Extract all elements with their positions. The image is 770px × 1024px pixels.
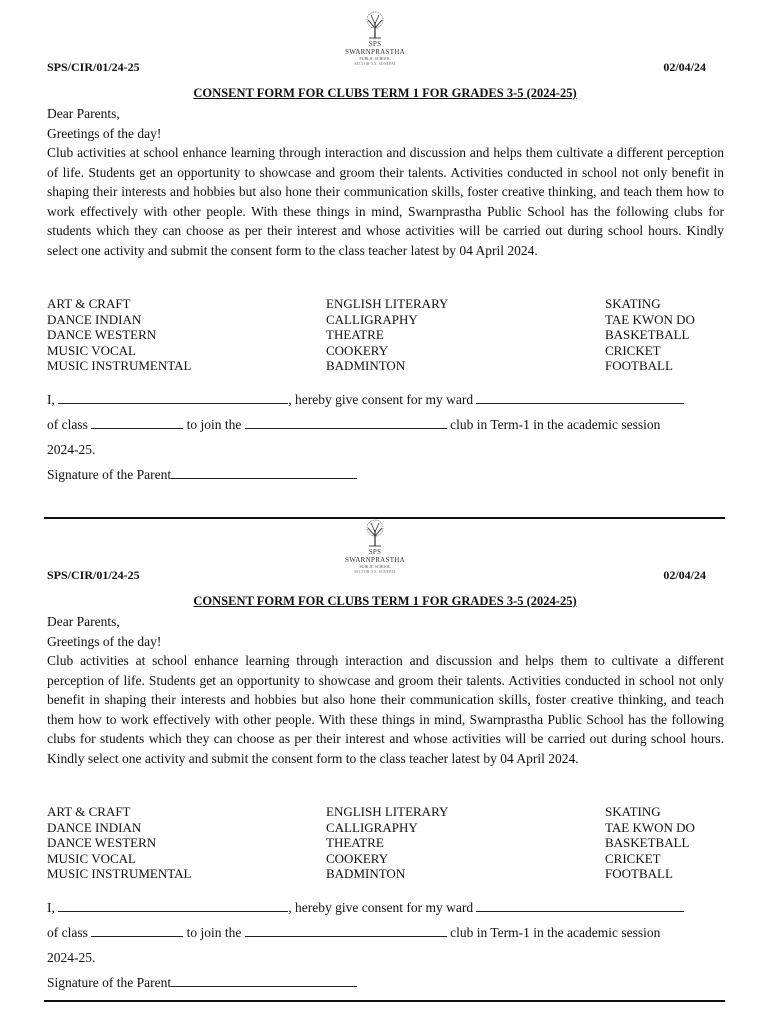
club-item: TAE KWON DO [605,819,695,835]
salutation: Dear Parents, [47,106,120,121]
class-blank[interactable] [91,925,183,937]
join-label: to join the [186,925,242,940]
club-item: CALLIGRAPHY [326,819,418,835]
greeting-block [47,612,161,651]
club-item: DANCE WESTERN [47,835,157,850]
club-item: MUSIC VOCAL [47,342,136,358]
club-item: MUSIC VOCAL [47,850,136,866]
consent-form-1 [0,0,770,508]
parent-name-blank[interactable] [58,900,288,912]
consent-line [47,392,684,408]
greeting-line: Greetings of the day! [47,633,162,649]
form-title: CONSENT FORM FOR CLUBS TERM 1 FOR GRADES 3-5 (2024-25) [193,86,577,100]
tree-emblem-icon [361,10,389,40]
logo-address: SECTOR-XX, SONEPAT [354,569,396,574]
class-club-line [47,417,660,433]
clubs-column-2 [326,804,448,882]
circular-ref: SPS/CIR/01/24-25 [47,568,140,582]
club-item: MUSIC INSTRUMENTAL [47,358,192,373]
school-logo [335,518,415,582]
club-item: CRICKET [605,342,661,358]
circular-date: 02/04/24 [663,568,706,582]
club-item: COOKERY [326,850,389,866]
signature-blank[interactable] [171,975,357,987]
club-item: BASKETBALL [605,327,690,342]
circular-ref: SPS/CIR/01/24-25 [47,60,140,74]
logo-initials: SPS [368,40,382,48]
club-item: ENGLISH LITERARY [326,804,449,819]
signature-label: Signature of the Parent [47,467,172,482]
club-item: DANCE INDIAN [47,311,142,327]
club-item: SKATING [605,296,661,311]
circular-date: 02/04/24 [663,60,706,74]
consent-i-label: I, [47,900,55,915]
club-item: SKATING [605,804,661,819]
club-item: ENGLISH LITERARY [326,296,449,311]
greeting-block [47,104,161,143]
clubs-column-1 [47,296,192,374]
school-logo [335,10,415,74]
club-item: ART & CRAFT [47,804,131,819]
clubs-list [47,296,727,376]
logo-school-name: SWARNPRASTHA [345,48,405,56]
body-paragraph: Club activities at school enhance learning through interaction and discussion and helps them to cultivate a different perception of life. Students get an opportunity to showcase and groom their talents. Activities conducted in school not only benefit in shaping their interests and hobbies but also hone their communication skills, foster creative thinking, and teach them how to work effectively with other people. With these things in mind, Swarnprastha Public School has the following clubs for students which they can choose as per their interest and whose activities will be carried out during school hours. Kindly select one activity and submit the consent form to the class teacher latest by 04 April 2024. [47,653,724,766]
club-item: TAE KWON DO [605,311,695,327]
greeting-line: Greetings of the day! [47,125,162,141]
consent-mid-label: , hereby give consent for my ward [288,392,474,407]
club-item: THEATRE [326,835,384,850]
logo-tagline: PUBLIC SCHOOL [359,56,391,61]
signature-line [47,975,357,991]
signature-blank[interactable] [171,467,357,479]
club-item: ART & CRAFT [47,296,131,311]
club-item: BASKETBALL [605,835,690,850]
signature-line [47,467,357,483]
club-session-label: club in Term-1 in the academic session [450,925,661,940]
ward-name-blank[interactable] [476,392,684,404]
tree-emblem-icon [361,518,389,548]
consent-form-2 [0,508,770,1016]
ward-name-blank[interactable] [476,900,684,912]
consent-mid-label: , hereby give consent for my ward [288,900,474,915]
club-item: CALLIGRAPHY [326,311,418,327]
bottom-divider [44,1000,725,1002]
consent-line [47,900,684,916]
clubs-column-2 [326,296,448,374]
class-label: of class [47,417,88,432]
consent-i-label: I, [47,392,55,407]
body-paragraph: Club activities at school enhance learning through interaction and discussion and helps them cultivate a different perception of life. Students get an opportunity to showcase and groom their talents. Activities conducted in school not only benefit in shaping their interests and hobbies but also hone their communication skills, foster creative thinking, and teach them how to work effectively with other people. With these things in mind, Swarnprastha Public School has the following clubs for students which they can choose as per their interest and whose activities will be carried out during school hours. Kindly select one activity and submit the consent form to the class teacher latest by 04 April 2024. [47,145,724,258]
logo-address: SECTOR-XX, SONEPAT [354,61,396,66]
club-item: COOKERY [326,342,389,358]
clubs-column-3 [605,804,695,882]
club-item: BADMINTON [326,866,406,881]
class-label: of class [47,925,88,940]
club-item: DANCE WESTERN [47,327,157,342]
club-item: CRICKET [605,850,661,866]
logo-tagline: PUBLIC SCHOOL [359,564,391,569]
club-session-label: club in Term-1 in the academic session [450,417,661,432]
club-item: MUSIC INSTRUMENTAL [47,866,192,881]
club-name-blank[interactable] [245,925,447,937]
class-blank[interactable] [91,417,183,429]
salutation: Dear Parents, [47,614,120,629]
club-item: FOOTBALL [605,358,673,373]
club-item: DANCE INDIAN [47,819,142,835]
form-title: CONSENT FORM FOR CLUBS TERM 1 FOR GRADES 3-5 (2024-25) [193,594,577,608]
club-name-blank[interactable] [245,417,447,429]
club-item: FOOTBALL [605,866,673,881]
logo-initials: SPS [368,548,382,556]
club-item: THEATRE [326,327,384,342]
signature-label: Signature of the Parent [47,975,172,990]
logo-school-name: SWARNPRASTHA [345,556,405,564]
session-line: 2024-25. [47,950,96,965]
session-line: 2024-25. [47,442,96,457]
club-item: BADMINTON [326,358,406,373]
clubs-column-3 [605,296,695,374]
class-club-line [47,925,660,941]
clubs-list [47,804,727,884]
join-label: to join the [186,417,242,432]
clubs-column-1 [47,804,192,882]
parent-name-blank[interactable] [58,392,288,404]
